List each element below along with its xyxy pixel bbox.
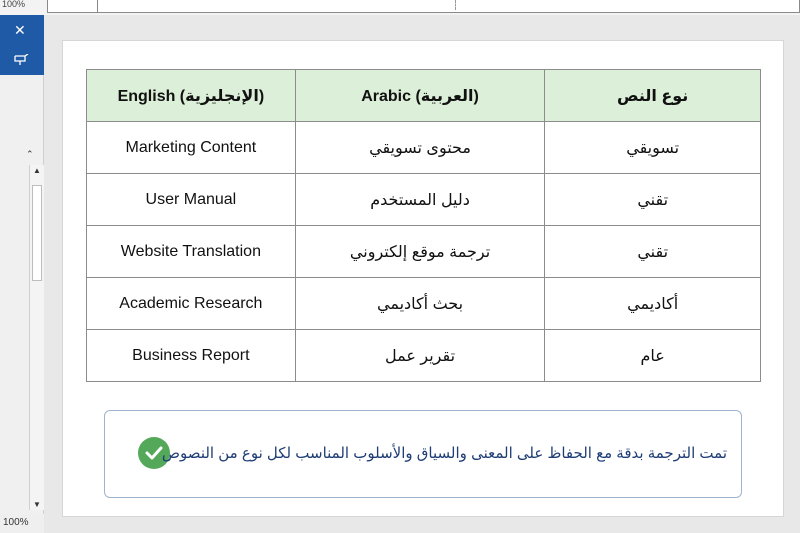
cell-english: Marketing Content bbox=[87, 122, 296, 174]
cell-english: User Manual bbox=[87, 174, 296, 226]
table-row bbox=[87, 226, 761, 278]
close-icon[interactable]: ✕ bbox=[14, 22, 26, 38]
vertical-scrollbar[interactable] bbox=[29, 165, 44, 510]
cell-text-type: تقني bbox=[545, 174, 761, 226]
top-document-strip bbox=[47, 0, 800, 13]
cell-text-type: أكاديمي bbox=[545, 278, 761, 330]
table-row bbox=[87, 174, 761, 226]
cell-english: Academic Research bbox=[87, 278, 296, 330]
bottom-zoom-level: 100% bbox=[0, 514, 44, 533]
pin-icon[interactable] bbox=[13, 54, 29, 66]
side-pane bbox=[0, 75, 44, 533]
translation-table bbox=[86, 69, 761, 382]
success-message: تمت الترجمة بدقة مع الحفاظ على المعنى والسياق والأسلوب المناسب لكل نوع من النصوص bbox=[161, 445, 727, 462]
scroll-down-icon[interactable]: ▼ bbox=[33, 500, 41, 509]
document-page bbox=[62, 40, 784, 517]
cell-arabic: دليل المستخدم bbox=[295, 174, 545, 226]
table-row bbox=[87, 330, 761, 382]
header-text-type: نوع النص bbox=[545, 70, 761, 122]
cell-text-type: تسويقي bbox=[545, 122, 761, 174]
side-pane-header bbox=[0, 15, 44, 75]
collapse-caret-icon[interactable]: ⌃ bbox=[26, 149, 34, 159]
header-arabic: Arabic (العربية) bbox=[295, 70, 545, 122]
header-english: English (الإنجليزية) bbox=[87, 70, 296, 122]
table-header-row bbox=[87, 70, 761, 122]
ruler-guide bbox=[455, 0, 456, 10]
cell-arabic: بحث أكاديمي bbox=[295, 278, 545, 330]
success-note bbox=[104, 410, 742, 498]
cell-arabic: تقرير عمل bbox=[295, 330, 545, 382]
cell-text-type: عام bbox=[545, 330, 761, 382]
cell-english: Website Translation bbox=[87, 226, 296, 278]
cell-text-type: تقني bbox=[545, 226, 761, 278]
ruler-tick bbox=[97, 0, 98, 12]
table-row bbox=[87, 278, 761, 330]
scroll-up-icon[interactable]: ▲ bbox=[33, 166, 41, 175]
cell-arabic: محتوى تسويقي bbox=[295, 122, 545, 174]
scrollbar-thumb[interactable] bbox=[32, 185, 42, 281]
top-ruler-strip bbox=[0, 0, 800, 15]
cell-english: Business Report bbox=[87, 330, 296, 382]
table-row bbox=[87, 122, 761, 174]
top-zoom-level: 100% bbox=[2, 0, 26, 9]
cell-arabic: ترجمة موقع إلكتروني bbox=[295, 226, 545, 278]
